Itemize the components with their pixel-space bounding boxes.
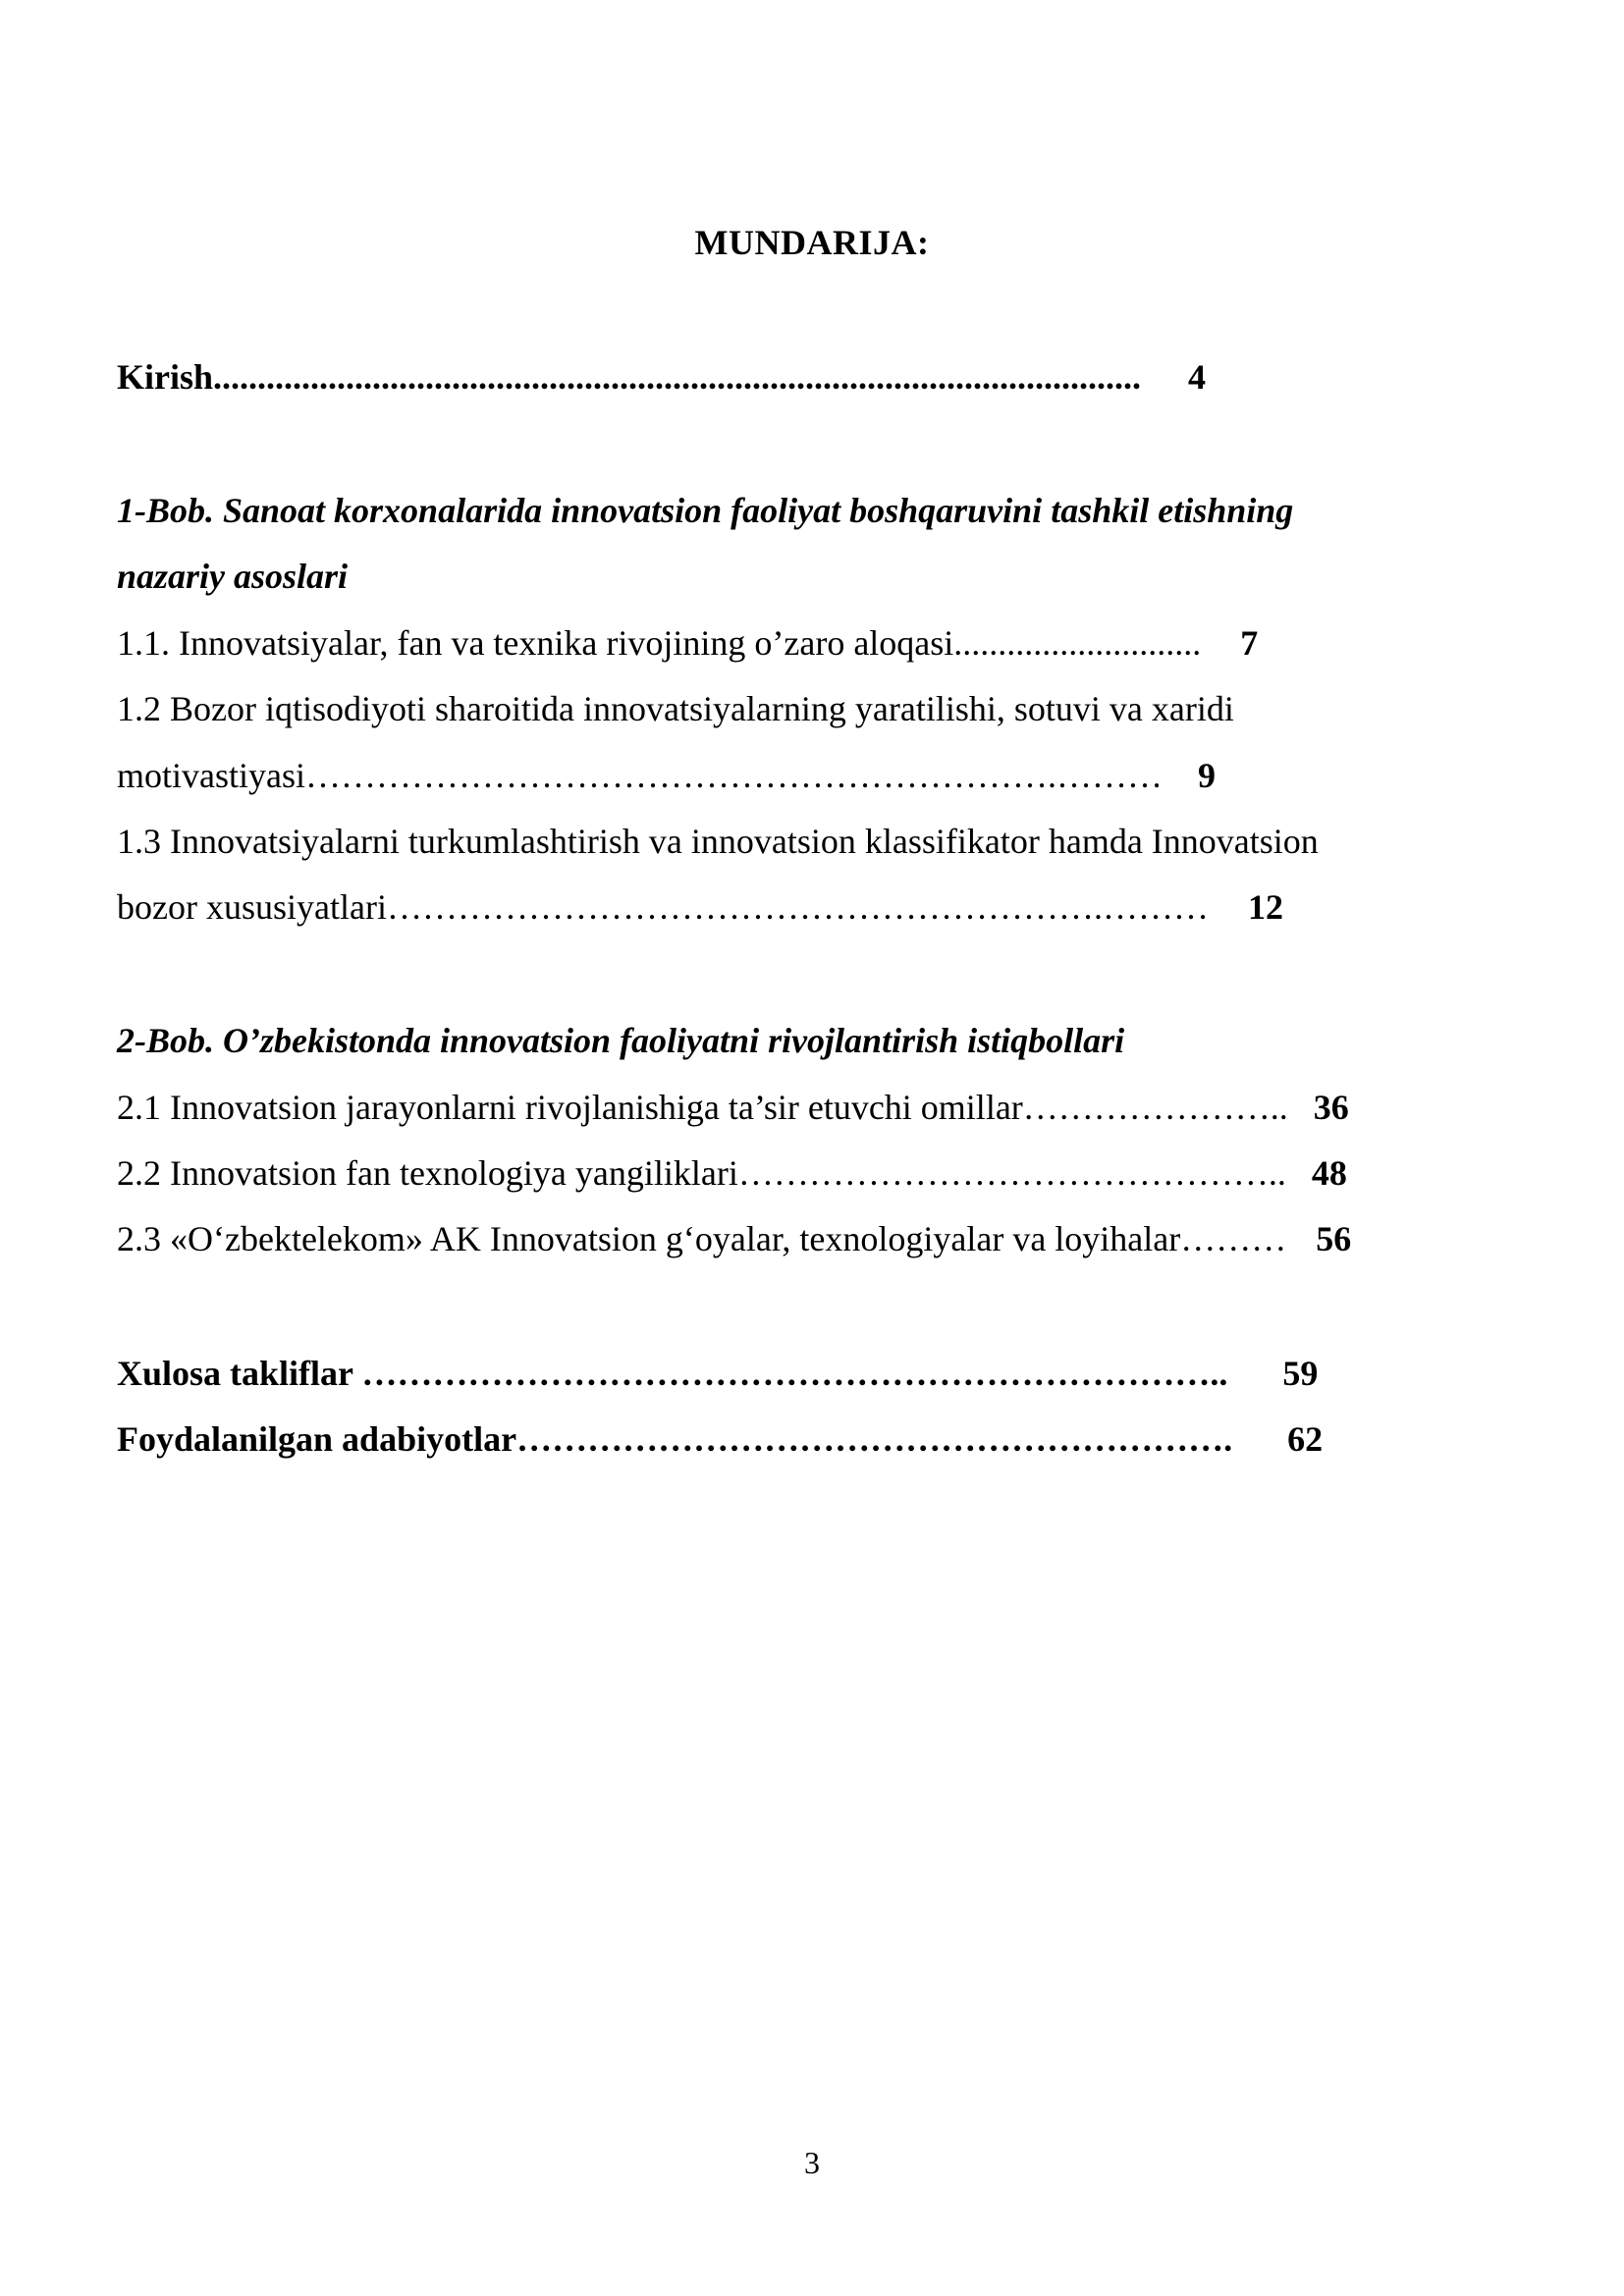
toc-entry-page: 12 [1247, 887, 1283, 927]
toc-entry-label: motivastiyasi……………………………………………………….……… [117, 756, 1163, 795]
toc-entry-1-2-line1[interactable]: 1.2 Bozor iqtisodiyoti sharoitida innovatsiyalarning yaratilishi, sotuvi va xaridi [117, 689, 1234, 728]
toc-entry-label: 2.1 Innovatsion jarayonlarni rivojlanishiga ta’sir etuvchi omillar………………….. [117, 1088, 1288, 1127]
toc-entry-label: 2.3 «O‘zbektelekom» AK Innovatsion g‘oyalar, texnologiyalar va loyihalar……… [117, 1219, 1287, 1258]
toc-entry-1-1[interactable] [117, 625, 1258, 661]
toc-entry-page: 9 [1198, 756, 1216, 795]
toc-entry-page: 4 [1188, 357, 1207, 397]
chapter1-heading-line1[interactable]: 1-Bob. Sanoat korxonalarida innovatsion faoliyat boshqaruvini tashkil etishning [117, 491, 1294, 530]
toc-entry-page: 62 [1287, 1419, 1324, 1459]
page-number: 3 [804, 2145, 820, 2180]
toc-entry-page: 56 [1316, 1219, 1352, 1258]
toc-entry-1-3-line1[interactable]: 1.3 Innovatsiyalarni turkumlashtirish va innovatsion klassifikator hamda Innovatsion [117, 822, 1319, 861]
toc-entry-label: 2.2 Innovatsion fan texnologiya yangiliklari……………………………………….. [117, 1153, 1286, 1193]
toc-entry-dots: ......................................................................................................... [213, 357, 1142, 397]
toc-entry-2-3[interactable] [117, 1221, 1351, 1256]
toc-entry-page: 59 [1282, 1354, 1319, 1393]
toc-entry-label: bozor xususiyatlari…………………………………………………….……… [117, 887, 1209, 927]
toc-entry-label: 1.1. Innovatsiyalar, fan va texnika rivojining o’zaro aloqasi............................ [117, 623, 1202, 663]
toc-entry-2-1[interactable] [117, 1090, 1349, 1125]
toc-entry-page: 36 [1313, 1088, 1349, 1127]
page-title: MUNDARIJA: [694, 223, 930, 262]
toc-entry-label: Xulosa takliflar ……………………………………………………………….. [117, 1354, 1228, 1393]
toc-entry-label: Foydalanilgan adabiyotlar……………………………………………………. [117, 1419, 1233, 1459]
toc-entry-1-3-line2[interactable] [117, 889, 1283, 925]
chapter2-heading[interactable]: 2-Bob. O’zbekistonda innovatsion faoliyatni rivojlantirish istiqbollari [117, 1021, 1125, 1060]
toc-entry-page: 48 [1311, 1153, 1347, 1193]
toc-entry-page: 7 [1240, 623, 1259, 663]
toc-entry-2-2[interactable] [117, 1155, 1347, 1191]
toc-entry-conclusion[interactable] [117, 1356, 1318, 1391]
toc-entry-1-2-line2[interactable] [117, 758, 1216, 793]
toc-entry-references[interactable] [117, 1421, 1323, 1457]
toc-entry-label: Kirish [117, 357, 214, 397]
chapter1-heading-line2[interactable]: nazariy asoslari [117, 557, 349, 596]
toc-entry-intro[interactable] [117, 359, 1206, 395]
